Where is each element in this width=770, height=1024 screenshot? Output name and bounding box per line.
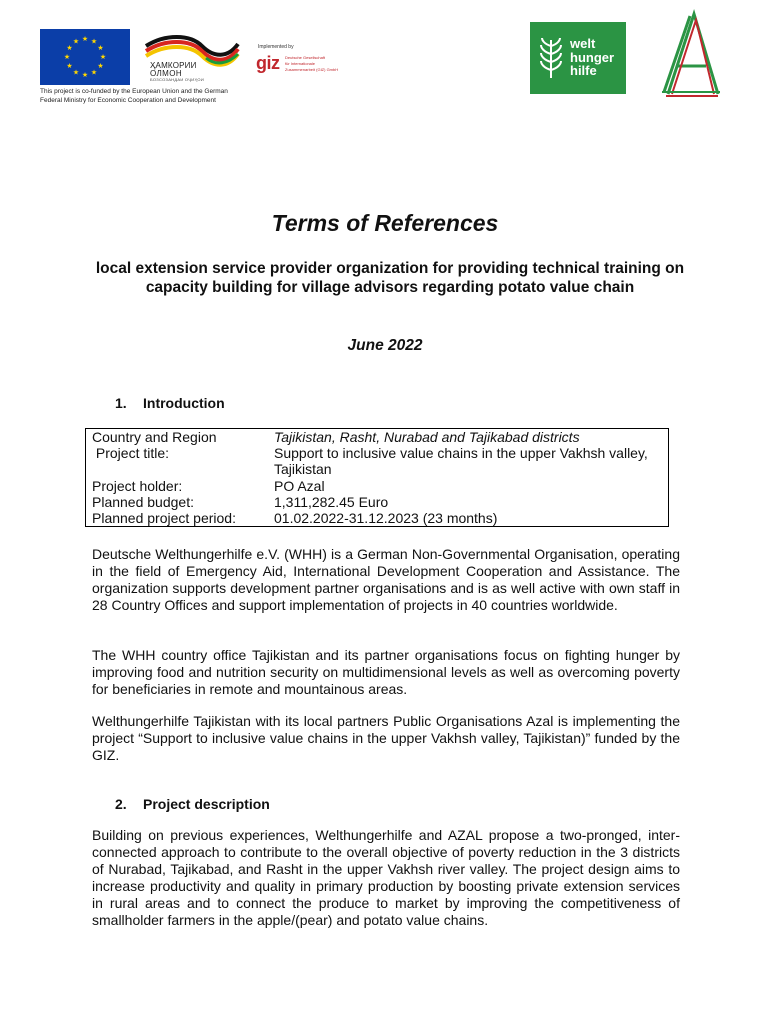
eu-stars-icon xyxy=(40,29,130,85)
row-value: Tajikistan, Rasht, Nurabad and Tajikabad districts xyxy=(274,429,580,445)
svg-text:★: ★ xyxy=(81,71,89,79)
document-subtitle: local extension service provider organization for providing technical training on capacity building for village advisors regarding potato value chain xyxy=(95,260,685,296)
svg-text:★: ★ xyxy=(66,62,73,70)
document-title: Terms of References xyxy=(271,210,499,236)
section-title: Introduction xyxy=(143,395,225,411)
row-value: 1,311,282.45 Euro xyxy=(274,494,389,510)
row-value: 01.02.2022-31.12.2023 (23 months) xyxy=(274,510,498,526)
table-row xyxy=(86,494,669,510)
row-label: Project holder: xyxy=(92,478,183,494)
eu-flag-logo xyxy=(40,29,130,85)
section-heading-introduction xyxy=(115,395,225,411)
german-partner-name-line2: ОЛМОН xyxy=(150,69,183,78)
german-partner-name-line1: ҲАМКОРИИ xyxy=(150,61,197,70)
section-number: 2. xyxy=(115,796,127,812)
wheat-ear-icon xyxy=(538,36,564,80)
giz-description-line1: Deutsche Gesellschaft xyxy=(285,55,326,60)
section-heading-project-description xyxy=(115,796,270,812)
svg-text:★: ★ xyxy=(97,62,104,70)
document-date: June 2022 xyxy=(347,337,423,354)
svg-text:★: ★ xyxy=(81,35,89,43)
table-row xyxy=(86,478,669,494)
section-number: 1. xyxy=(115,395,127,411)
german-partner-name-line3: БОЗСОЗАНДАИ ОҶИҲОИ xyxy=(150,77,205,82)
table-row xyxy=(86,429,669,446)
row-value: Support to inclusive value chains in the upper Vakhsh valley, Tajikistan xyxy=(274,445,648,477)
row-label: Planned budget: xyxy=(92,494,194,510)
whh-wordmark-hunger: hunger xyxy=(570,50,615,65)
paragraph-project-implementation: Welthungerhilfe Tajikistan with its local partners Public Organisations Azal is implementing the project “Support to inclusive value chains in the upper Vakhsh valley, Tajikistan)” funded by the GIZ. xyxy=(92,713,680,763)
svg-text:★: ★ xyxy=(72,37,80,46)
svg-text:★: ★ xyxy=(66,44,73,52)
funding-statement-line1: This project is co-funded by the European Union and the German xyxy=(40,88,228,95)
svg-text:★: ★ xyxy=(99,53,107,61)
row-label: Country and Region xyxy=(92,429,217,445)
giz-description-line2: für Internationale xyxy=(285,61,316,66)
giz-description-line3: Zusammenarbeit (GIZ) GmbH xyxy=(285,67,339,72)
giz-implemented-by: Implemented by xyxy=(258,44,294,50)
svg-text:★: ★ xyxy=(90,68,98,77)
row-label: Project title: xyxy=(92,445,170,461)
svg-text:★: ★ xyxy=(72,68,80,77)
azal-logo xyxy=(660,6,722,98)
whh-wordmark-welt: welt xyxy=(570,36,596,51)
project-info-table xyxy=(85,428,669,527)
paragraph-project-description: Building on previous experiences, Welthungerhilfe and AZAL propose a two-pronged, inter-connected approach to contribute to the overall objective of poverty reduction in the 3 districts of Nurabad, Tajikabad, and Rasht in the upper Vakhsh river valley. The project design aims to increase productivity and quality in primary production by boosting private extension services in rural areas and to connect the produce to market by improving the competitiveness of smallholder farmers in the apple/(pear) and potato value chains. xyxy=(92,827,680,928)
row-label: Planned project period: xyxy=(92,510,236,526)
section-title: Project description xyxy=(143,796,270,812)
row-value: PO Azal xyxy=(274,478,325,494)
table-row xyxy=(86,445,669,478)
paragraph-country-office: The WHH country office Tajikistan and its partner organisations focus on fighting hunger by improving food and nutrition security on multidimensional levels as well as overcoming poverty for beneficiaries in remote and mountainous areas. xyxy=(92,647,680,697)
whh-wordmark-hilfe: hilfe xyxy=(570,63,597,78)
svg-text:★: ★ xyxy=(63,53,71,61)
paragraph-whh-overview: Deutsche Welthungerhilfe e.V. (WHH) is a German Non-Governmental Organisation, operating in the field of Emergency Aid, International Development Cooperation and Assistance. The organization supports development partner organisations and is as well active with own staff in 28 Country Offices and support implementation of projects in 40 countries worldwide. xyxy=(92,546,680,613)
table-row xyxy=(86,510,669,527)
svg-text:★: ★ xyxy=(97,44,104,52)
funding-statement-line2: Federal Ministry for Economic Cooperation and Development xyxy=(40,97,216,104)
giz-logo: giz xyxy=(256,53,280,73)
svg-text:★: ★ xyxy=(90,37,98,46)
